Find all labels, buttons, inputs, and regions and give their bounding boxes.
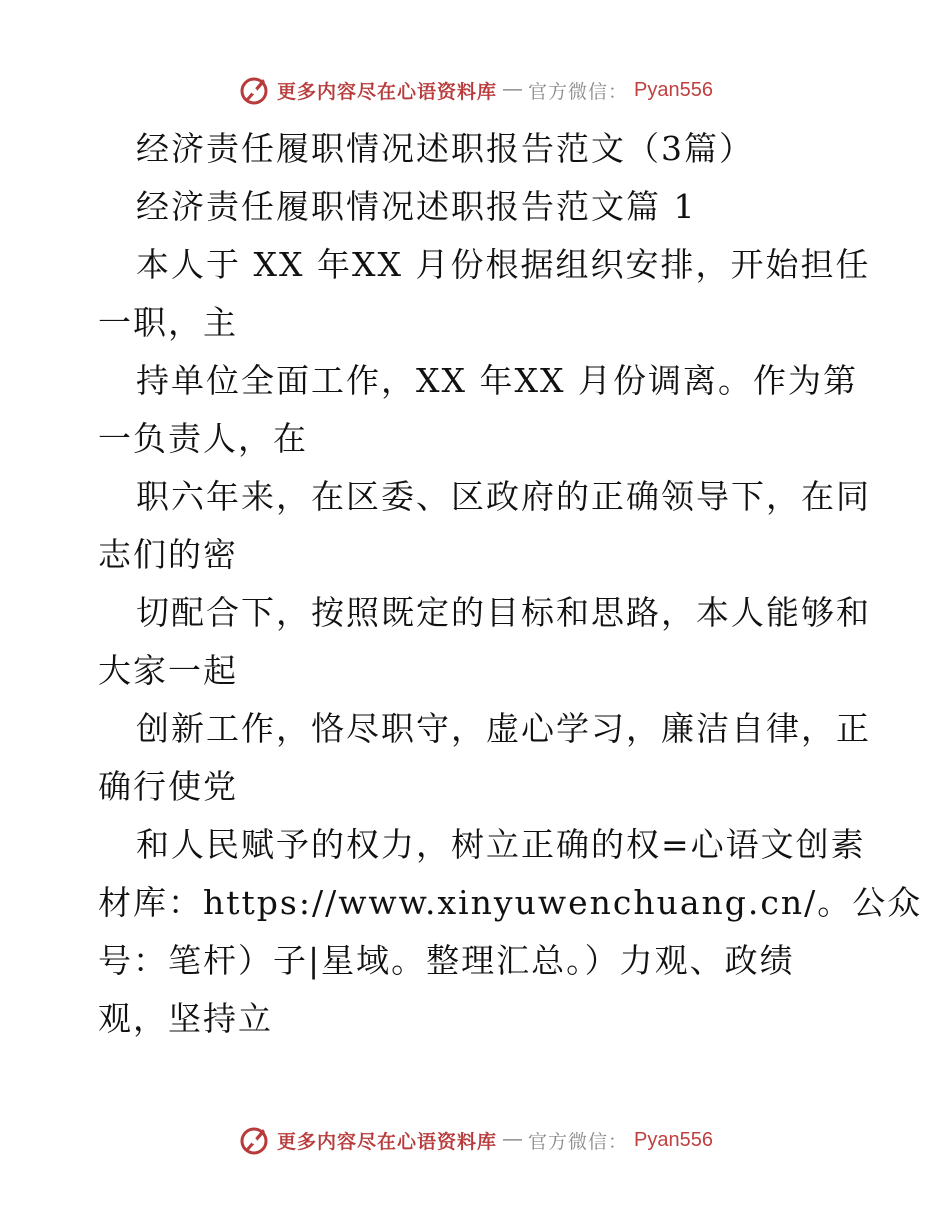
paragraph-line: 观，坚持立 — [98, 999, 273, 1038]
document-title: 经济责任履职情况述职报告范文（3篇） — [136, 129, 754, 168]
paragraph-line: 创新工作，恪尽职守，虚心学习，廉洁自律，正 — [136, 709, 871, 748]
banner-wechat-label: 官方微信： — [528, 80, 629, 103]
document-body — [98, 120, 923, 1048]
quill-logo-icon — [237, 1123, 271, 1157]
banner-title: 更多内容尽在心语资料库 — [277, 1130, 498, 1153]
paragraph-line: 号：笔杆）子|星域。整理汇总。）力观、政绩 — [98, 941, 795, 980]
paragraph-line: 持单位全面工作，XX 年XX 月份调离。作为第 — [136, 361, 858, 400]
banner-wechat-label: 官方微信： — [528, 1130, 629, 1153]
banner-title: 更多内容尽在心语资料库 — [277, 80, 498, 103]
paragraph-line: 大家一起 — [98, 651, 238, 690]
paragraph-line: 切配合下，按照既定的目标和思路，本人能够和 — [136, 593, 871, 632]
section-heading: 经济责任履职情况述职报告范文篇 1 — [136, 187, 697, 226]
banner-wechat-id: Pyan556 — [634, 1128, 713, 1151]
header-watermark-banner — [0, 70, 950, 110]
quill-logo-icon — [237, 73, 271, 107]
footer-watermark-banner — [0, 1120, 950, 1160]
paragraph-line: 志们的密 — [98, 535, 238, 574]
paragraph-line: 一负责人，在 — [98, 419, 308, 458]
banner-wechat-id: Pyan556 — [634, 78, 713, 101]
paragraph-line: 和人民赋予的权力，树立正确的权=心语文创素 — [136, 825, 866, 864]
paragraph-line: 职六年来，在区委、区政府的正确领导下，在同 — [136, 477, 871, 516]
banner-separator: — — [503, 1129, 523, 1150]
banner-separator: — — [503, 79, 523, 100]
paragraph-line: 一职，主 — [98, 303, 238, 342]
paragraph-line: 确行使党 — [98, 767, 238, 806]
paragraph-line: 本人于 XX 年XX 月份根据组织安排，开始担任 — [136, 245, 871, 284]
paragraph-line: 材库：https://www.xinyuwenchuang.cn/。公众 — [98, 883, 923, 922]
